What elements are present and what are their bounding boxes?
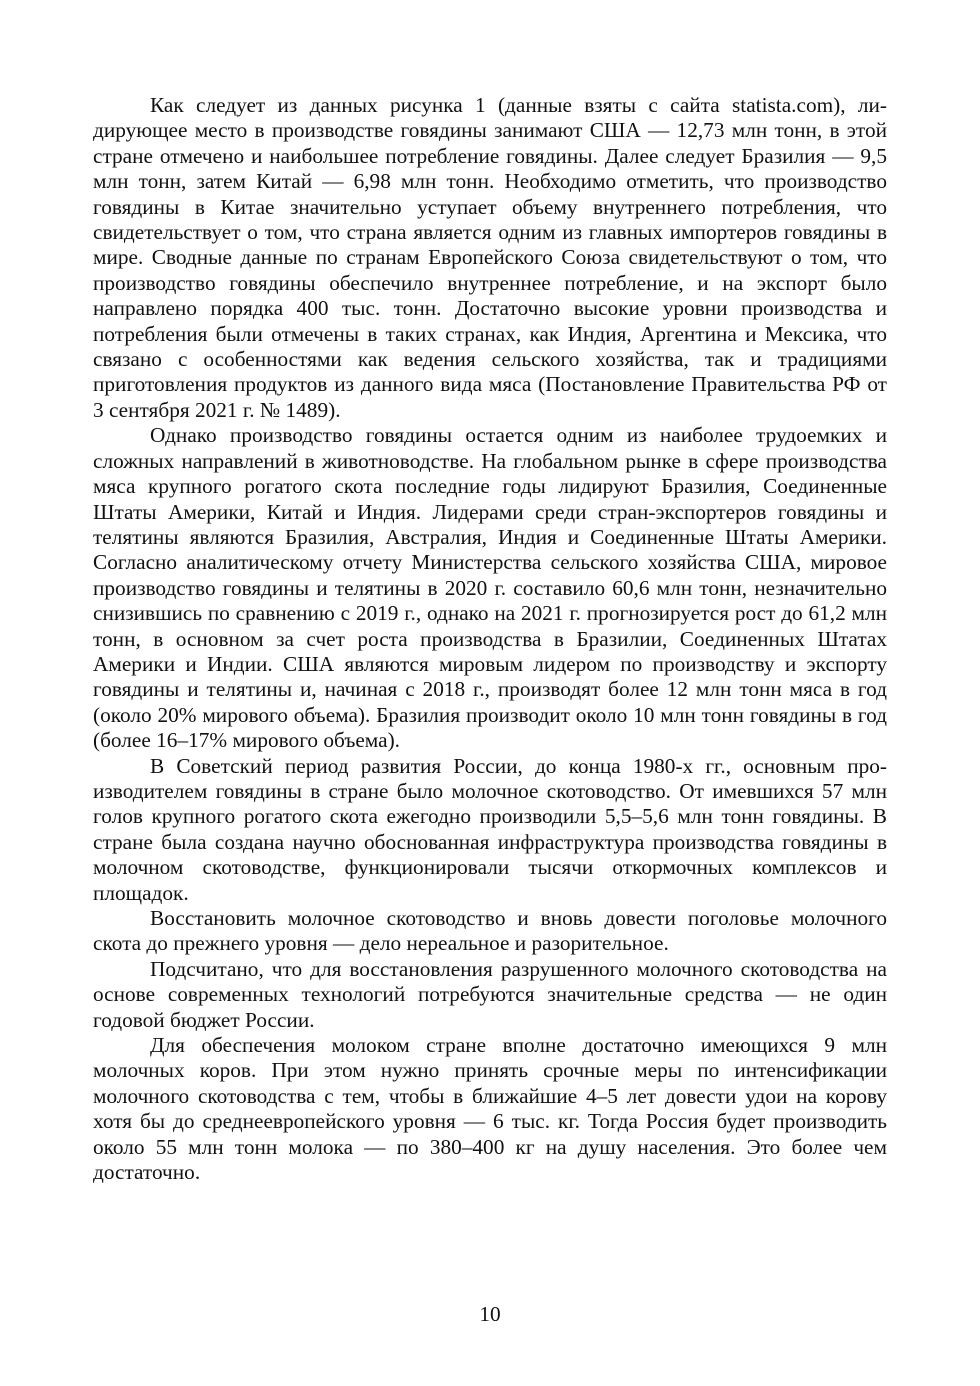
page-number: 10 (479, 1302, 501, 1326)
paragraph-6: Для обеспечения молоком стране вполне достаточно имеющихся 9 млн молочных коров. При этом нужно принять срочные меры по интенсификации молочного скотоводства с тем, чтобы в ближайшие 4–5 лет довести удои на корову хотя бы до среднеевропейского уровня — 6 тыс. кг. Тогда Россия будет производить около 55 млн тонн молока — по 380–400 кг на душу населения. Это более чем достаточно. (93, 1033, 887, 1185)
paragraph-5: Подсчитано, что для восстановления разрушенного молочного скотоводства на основе современных технологий потребуются значительные средства — не один годовой бюджет России. (93, 956, 887, 1032)
paragraph-4: Восстановить молочное скотоводство и вновь довести поголовье молочного скота до прежнего уровня — дело нереальное и разорительное. (93, 906, 887, 956)
paragraph-3: В Советский период развития России, до конца 1980-х гг., основным производителем говядины в стране было молочное скотоводство. От имевшихся 57 млн голов крупного рогатого скота ежегодно производили 5,5–5,6 млн тонн говядины. В стране была создана научно обоснованная инфраструктура производства говядины в молочном скотоводстве, функционировали тысячи откормочных комплексов и площадок. (93, 753, 887, 905)
paragraph-2: Однако производство говядины остается одним из наиболее трудоемких и сложных направлений в животноводстве. На глобальном рынке в сфере производства мяса крупного рогатого скота последние годы лидируют Бразилия, Соединенные Штаты Америки, Китай и Индия. Лидерами среди стран-экспортеров говядины и телятины являются Бразилия, Австралия, Индия и Соединенные Штаты Америки. Согласно аналитическому отчету Министерства сельского хозяйства США, мировое производство говядины и телятины в 2020 г. составило 60,6 млн тонн, незначительно снизившись по сравнению с 2019 г., однако на 2021 г. прогнозируется рост до 61,2 млн тонн, в основном за счет роста производства в Бразилии, Соединенных Штатах Америки и Индии. США являются мировым лидером по производству и экспорту говядины и телятины и, начиная с 2018 г., производят более 12 млн тонн мяса в год (около 20% мирового объема). Бразилия производит около 10 млн тонн говядины в год (более 16–17% мирового объема). (93, 423, 887, 753)
document-body (93, 93, 887, 1185)
paragraph-1: Как следует из данных рисунка 1 (данные взяты с сайта statista.com), лидирующее место в производстве говядины занимают США — 12,73 млн тонн, в этой стране отмечено и наибольшее потребление говядины. Далее следует Бразилия — 9,5 млн тонн, затем Китай — 6,98 млн тонн. Необходимо отметить, что производство говядины в Китае значительно уступает объему внутреннего потребления, что свидетельствует о том, что страна является одним из главных импортеров говядины в мире. Сводные данные по странам Европейского Союза свидетельствуют о том, что производство говядины обеспечило внутреннее потребление, и на экспорт было направлено порядка 400 тыс. тонн. Достаточно высокие уровни производства и потребления были отмечены в таких странах, как Индия, Аргентина и Мексика, что связано с особенностями как ведения сельского хозяйства, так и традициями приготовления продуктов из данного вида мяса (Постановление Правительства РФ от 3 сентября 2021 г. № 1489). (93, 93, 887, 422)
